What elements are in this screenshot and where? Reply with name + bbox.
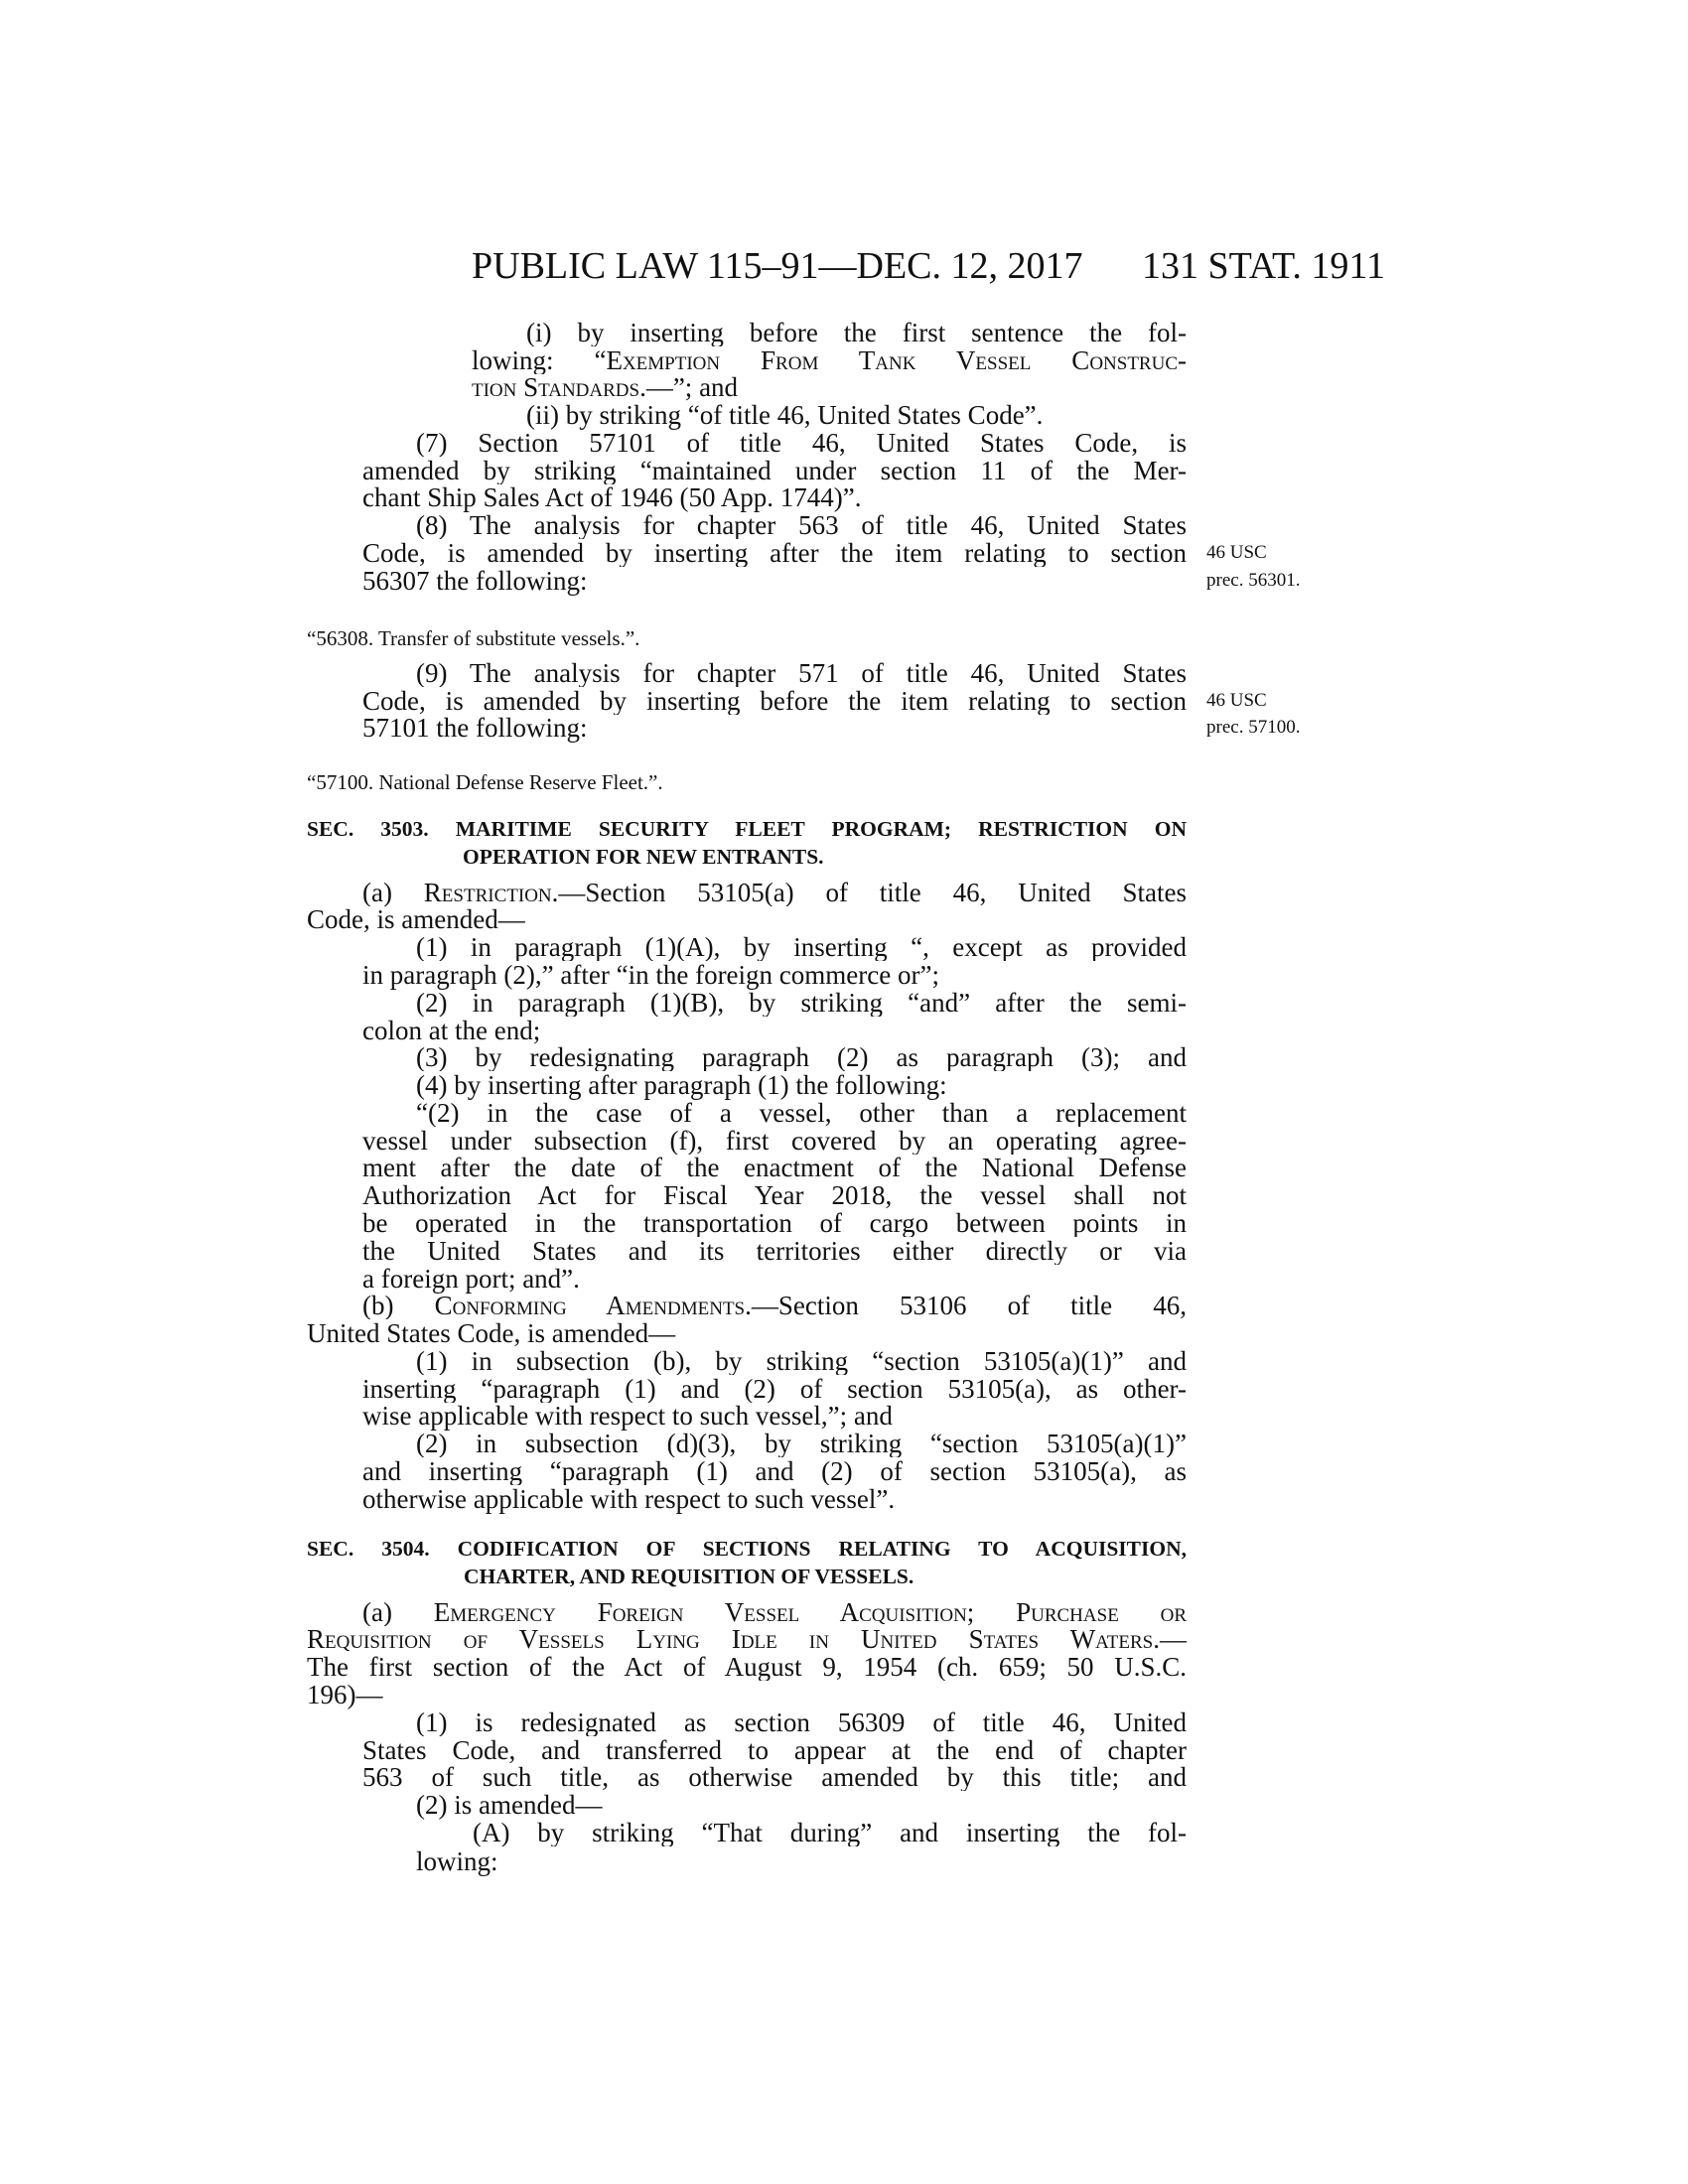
text-line bbox=[362, 1292, 1187, 1319]
text-line bbox=[362, 879, 1187, 906]
text-line: (1) in subsection (b), by striking “section 53105(a)(1)” and bbox=[416, 1346, 1187, 1375]
text-line: 57101 the following: bbox=[362, 713, 588, 744]
section-heading-line: SEC. 3504. CODIFICATION OF SECTIONS RELATING TO ACQUISITION, bbox=[307, 1536, 1187, 1561]
text-line: be operated in the transportation of cargo between points in bbox=[362, 1208, 1187, 1237]
small-caps-heading: tion Standards. bbox=[472, 372, 646, 403]
margin-citation-note: prec. 56301. bbox=[1206, 569, 1301, 591]
text-line: 56307 the following: bbox=[362, 565, 588, 596]
section-heading-line: CHARTER, AND REQUISITION OF VESSELS. bbox=[464, 1564, 914, 1588]
text-line: The first section of the Act of August 9, 1954 (ch. 659; 50 U.S.C. bbox=[307, 1653, 1187, 1682]
text-line: otherwise applicable with respect to such vessel”. bbox=[362, 1483, 896, 1514]
text-line: (9) The analysis for chapter 571 of title 46, United States bbox=[416, 658, 1187, 687]
text-line: chant Ship Sales Act of 1946 (50 App. 1744)”. bbox=[362, 482, 862, 513]
text-line: the United States and its territories either directly or via bbox=[362, 1236, 1187, 1265]
text-line: amended by striking “maintained under section 11 of the Mer- bbox=[362, 456, 1187, 484]
text-segment: —Section 53105(a) of title 46, United States bbox=[558, 878, 1187, 906]
text-line: inserting “paragraph (1) and (2) of section 53105(a), as other- bbox=[362, 1374, 1187, 1403]
text-line bbox=[307, 1625, 1187, 1653]
text-line: colon at the end; bbox=[362, 1015, 541, 1045]
text-line: (4) by inserting after paragraph (1) the following: bbox=[416, 1070, 947, 1101]
text-segment: lowing: “ bbox=[472, 345, 607, 374]
text-line: (1) in paragraph (1)(A), by inserting “, except as provided bbox=[416, 933, 1187, 962]
text-line: vessel under subsection (f), first covered by an operating agree- bbox=[362, 1126, 1187, 1155]
text-line: (A) by striking “That during” and inserting the fol- bbox=[473, 1818, 1187, 1846]
text-segment: —Section 53106 of title 46, bbox=[751, 1292, 1187, 1320]
text-line: United States Code, is amended— bbox=[307, 1318, 676, 1349]
text-segment: (a) bbox=[362, 1597, 434, 1626]
text-line: ment after the date of the enactment of the National Defense bbox=[362, 1154, 1187, 1182]
text-line: and inserting “paragraph (1) and (2) of section 53105(a), as bbox=[362, 1456, 1187, 1485]
text-line bbox=[472, 373, 1187, 401]
text-segment: (b) bbox=[362, 1292, 435, 1320]
small-caps-heading: Emergency Foreign Vessel Acquisition; Purchase or bbox=[433, 1597, 1187, 1626]
text-segment: (a) bbox=[362, 878, 424, 906]
text-line: (2) in paragraph (1)(B), by striking “and” after the semi- bbox=[416, 988, 1187, 1017]
text-line: (3) by redesignating paragraph (2) as paragraph (3); and bbox=[416, 1043, 1187, 1072]
section-heading-line: OPERATION FOR NEW ENTRANTS. bbox=[463, 844, 824, 869]
small-caps-heading: Conforming Amendments. bbox=[434, 1292, 752, 1320]
small-caps-heading: Requisition of Vessels Lying Idle in United States Waters. bbox=[307, 1625, 1160, 1654]
text-segment: —”; and bbox=[645, 372, 739, 403]
small-caps-heading: Restriction. bbox=[423, 878, 559, 906]
text-line: (8) The analysis for chapter 563 of title 46, United States bbox=[416, 511, 1187, 540]
text-segment: — bbox=[1160, 1625, 1187, 1654]
text-line: Code, is amended by inserting after the item relating to section bbox=[362, 538, 1187, 567]
text-line: 196)— bbox=[307, 1679, 383, 1709]
text-line bbox=[472, 346, 1187, 374]
text-line: (2) is amended— bbox=[416, 1790, 603, 1821]
text-line: Code, is amended— bbox=[307, 904, 525, 935]
margin-citation-note: 46 USC bbox=[1206, 541, 1267, 563]
margin-citation-note: 46 USC bbox=[1206, 689, 1267, 711]
text-line: a foreign port; and”. bbox=[362, 1263, 580, 1294]
text-line: in paragraph (2),” after “in the foreign commerce or”; bbox=[362, 959, 939, 990]
text-line: (ii) by striking “of title 46, United States Code”. bbox=[526, 400, 1044, 431]
text-line: (i) by inserting before the first sentence the fol- bbox=[526, 318, 1187, 346]
text-line: (1) is redesignated as section 56309 of title 46, United bbox=[416, 1707, 1187, 1736]
text-line bbox=[362, 1598, 1187, 1626]
table-of-contents-item: “56308. Transfer of substitute vessels.”. bbox=[307, 626, 640, 651]
text-line: States Code, and transferred to appear at the end of chapter bbox=[362, 1735, 1187, 1764]
section-heading-line: SEC. 3503. MARITIME SECURITY FLEET PROGRAM; RESTRICTION ON bbox=[307, 816, 1187, 841]
small-caps-heading: Exemption From Tank Vessel Construc- bbox=[606, 345, 1187, 374]
running-header-title: PUBLIC LAW 115–91—DEC. 12, 2017 bbox=[472, 245, 1083, 287]
text-line: (7) Section 57101 of title 46, United States Code, is bbox=[416, 428, 1187, 457]
text-line: Code, is amended by inserting before the item relating to section bbox=[362, 686, 1187, 715]
text-line: lowing: bbox=[416, 1846, 498, 1876]
text-line: 563 of such title, as otherwise amended by this title; and bbox=[362, 1763, 1187, 1792]
table-of-contents-item: “57100. National Defense Reserve Fleet.”. bbox=[307, 769, 663, 794]
text-line: Authorization Act for Fiscal Year 2018, the vessel shall not bbox=[362, 1181, 1187, 1210]
margin-citation-note: prec. 57100. bbox=[1206, 717, 1301, 739]
page-number: 131 STAT. 1911 bbox=[1141, 245, 1385, 287]
text-line: (2) in subsection (d)(3), by striking “section 53105(a)(1)” bbox=[416, 1430, 1187, 1458]
text-line: wise applicable with respect to such vessel,”; and bbox=[362, 1401, 893, 1432]
text-line: “(2) in the case of a vessel, other than a replacement bbox=[416, 1098, 1187, 1127]
